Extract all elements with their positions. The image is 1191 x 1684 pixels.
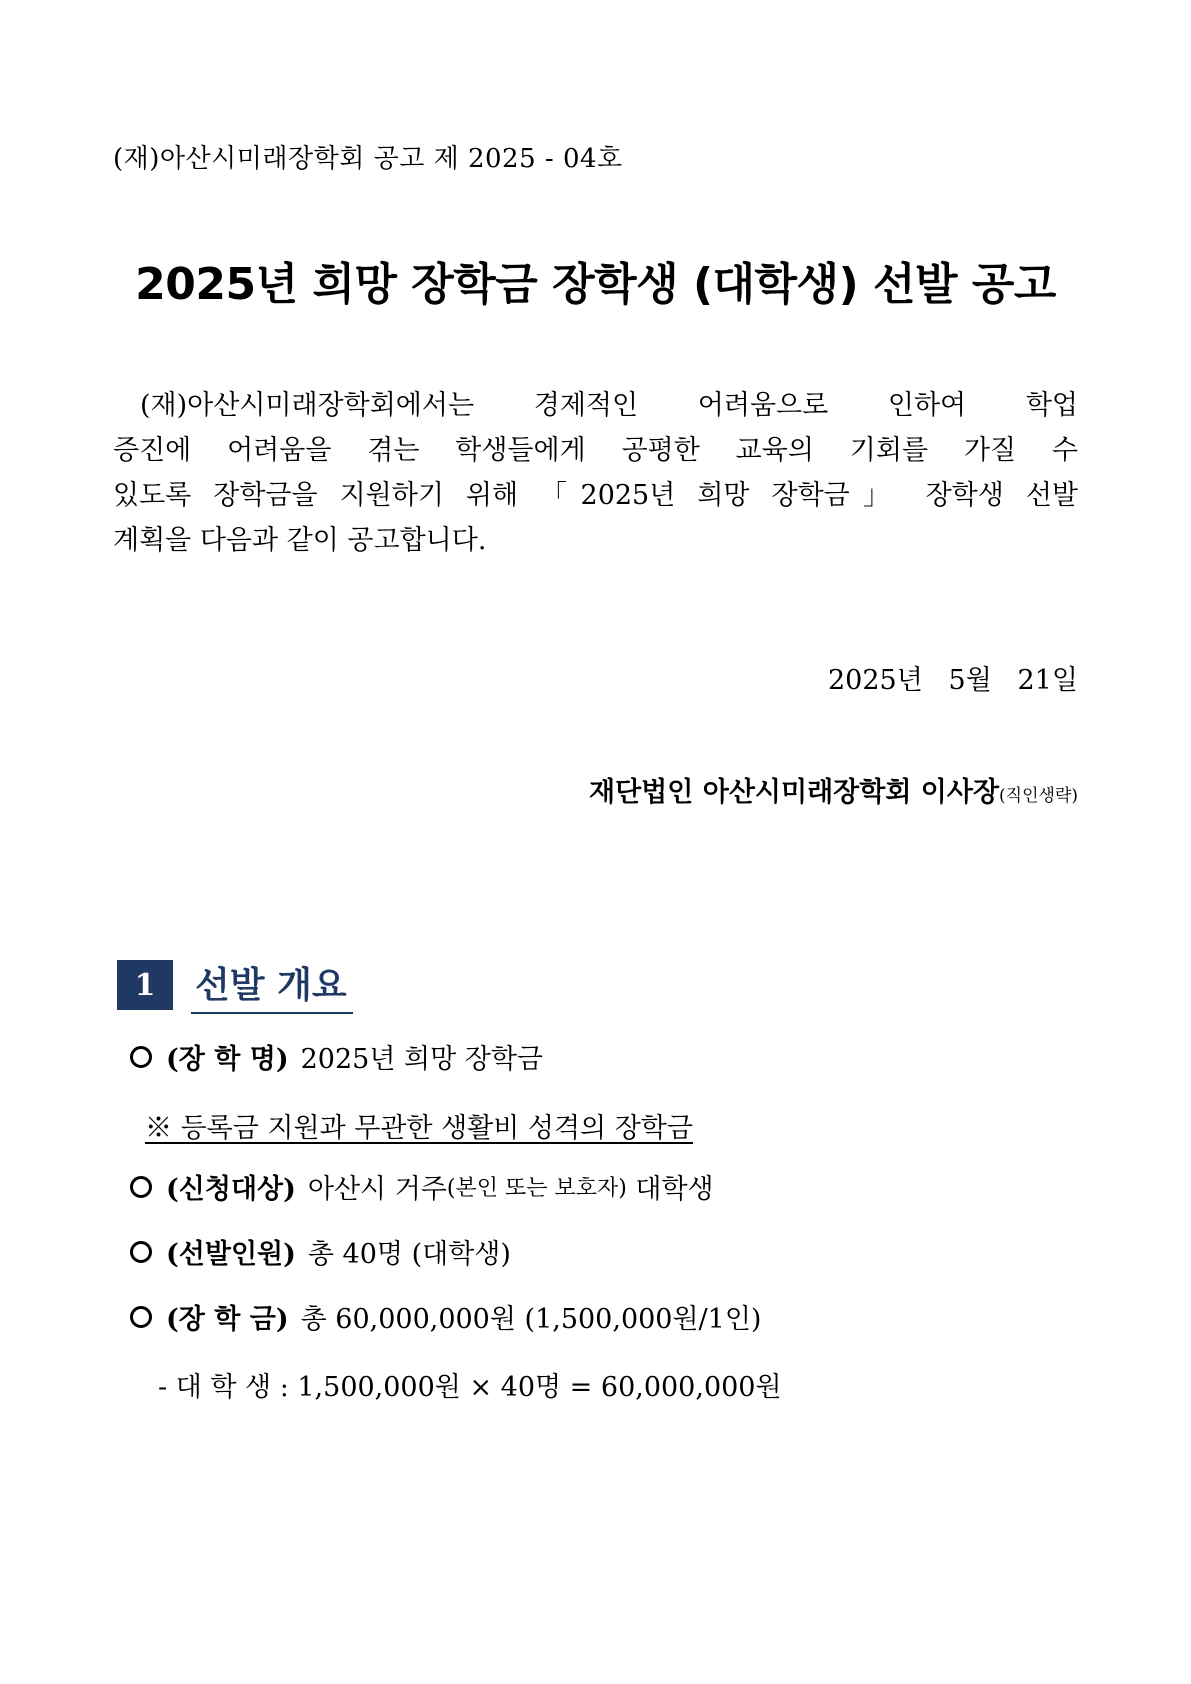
- circle-bullet-icon: [130, 1046, 152, 1068]
- circle-bullet-icon: [130, 1241, 152, 1263]
- circle-bullet-icon: [130, 1176, 152, 1198]
- section-number: 1: [117, 960, 173, 1010]
- item-value: 총 60,000,000원 (1,500,000원/1인): [300, 1304, 762, 1335]
- amount-detail: - 대 학 생 : 1,500,000원 × 40명 = 60,000,000원: [158, 1372, 782, 1403]
- item-note: (본인 또는 보호자): [446, 1176, 627, 1201]
- document-title: 2025년 희망 장학금 장학생 (대학생) 선발 공고: [135, 259, 1056, 310]
- seal-note: (직인생략): [999, 786, 1078, 806]
- list-item-eligibility: [130, 1167, 714, 1206]
- item-value: 아산시 거주: [307, 1174, 447, 1205]
- section-title: 선발 개요: [191, 957, 353, 1014]
- intro-paragraph: [113, 383, 1078, 563]
- item-value: 2025년 희망 장학금: [300, 1044, 543, 1075]
- notice-date-text: 2025년 5월 21일: [828, 665, 1078, 696]
- intro-line: 증진에 어려움을 겪는 학생들에게 공평한 교육의 기회를 가질 수: [113, 435, 1078, 466]
- item-label: (장 학 금): [166, 1304, 289, 1335]
- list-item-amount: [130, 1297, 761, 1336]
- issuer: [589, 770, 1078, 809]
- intro-line: 있도록 장학금을 지원하기 위해 「2025년 희망 장학금」 장학생 선발: [113, 480, 1078, 511]
- intro-line: 계획을 다음과 같이 공고합니다.: [113, 525, 487, 556]
- item-label: (선발인원): [166, 1239, 296, 1270]
- scholarship-note: ※ 등록금 지원과 무관한 생활비 성격의 장학금: [145, 1113, 693, 1144]
- item-label: (신청대상): [166, 1174, 296, 1205]
- issuer-name: 재단법인 아산시미래장학회 이사장: [589, 777, 1000, 808]
- item-label: (장 학 명): [166, 1044, 289, 1075]
- notice-number: (재)아산시미래장학회 공고 제 2025 - 04호: [113, 144, 623, 174]
- list-item-recipients: [130, 1232, 511, 1271]
- item-value-after: 대학생: [626, 1174, 714, 1205]
- list-item-scholarship-name: [130, 1037, 543, 1076]
- circle-bullet-icon: [130, 1306, 152, 1328]
- item-value: 총 40명 (대학생): [307, 1239, 511, 1270]
- intro-line: (재)아산시미래장학회에서는 경제적인 어려움으로 인하여 학업: [140, 390, 1078, 421]
- notice-date: [828, 658, 1078, 697]
- section-header: [117, 960, 353, 1010]
